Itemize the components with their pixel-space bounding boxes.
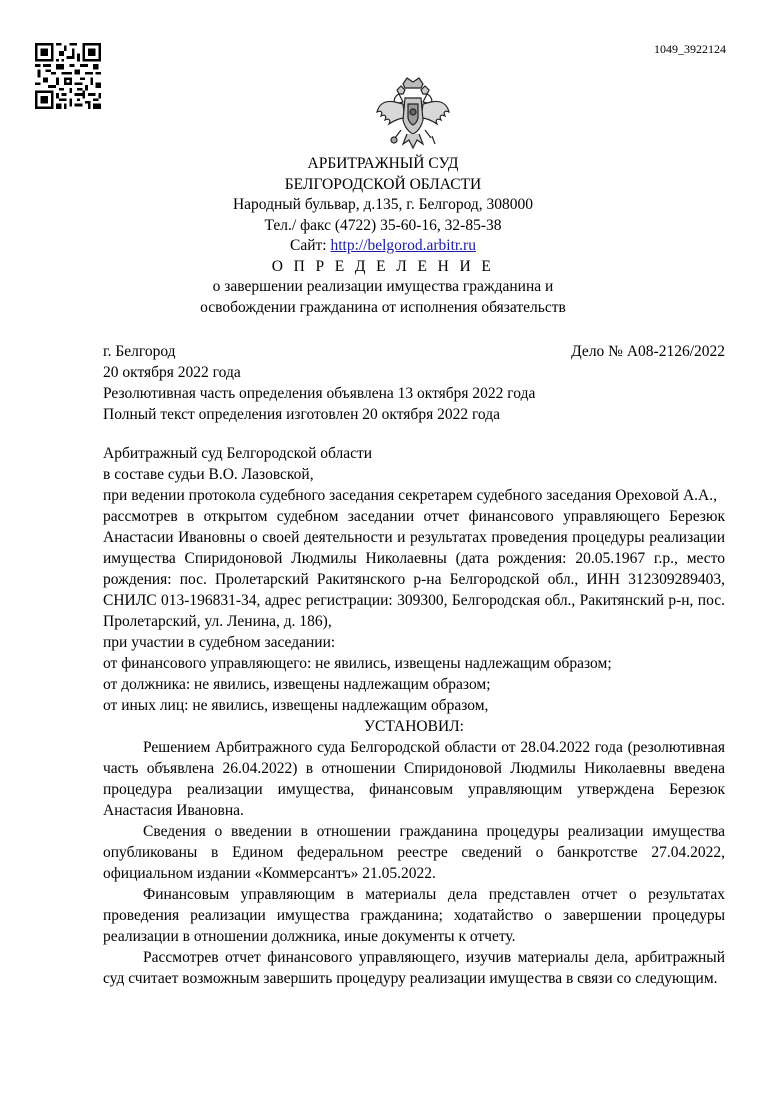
announced-date: Резолютивная часть определения объявлена 13 октября 2022 года [103, 385, 536, 402]
participant-manager: от финансового управляющего: не явились, извещены надлежащим образом; [103, 655, 612, 672]
document-date: 20 октября 2022 года [103, 364, 241, 381]
site-label: Сайт: [290, 237, 327, 254]
intro-participation: при участии в судебном заседании: [103, 634, 336, 651]
court-phone: Тел./ факс (4722) 35-60-16, 32-85-38 [264, 216, 502, 234]
site-link[interactable]: http://belgorod.arbitr.ru [330, 237, 476, 254]
court-site [0, 236, 766, 257]
subject-line-1: о завершении реализации имущества гражданина и [212, 278, 554, 295]
court-address: Народный бульвар, д.135, г. Белгород, 308000 [232, 196, 534, 213]
subject-line-2: освобождении гражданина от исполнения обязательств [200, 298, 566, 316]
court-name-line2: БЕЛГОРОДСКОЙ ОБЛАСТИ [284, 175, 482, 193]
document-title: О П Р Е Д Е Л Е Н И Е [271, 257, 495, 275]
intro-judge: в составе судьи В.О. Лазовской, [103, 466, 314, 483]
participant-others: от иных лиц: не явились, извещены надлежащим образом, [103, 697, 489, 714]
document-body [103, 341, 725, 989]
city-case-row [103, 341, 725, 362]
qr-code [35, 43, 101, 109]
coat-of-arms-emblem-icon [373, 74, 453, 156]
participant-debtor: от должника: не явились, извещены надлежащим образом; [103, 676, 491, 693]
paragraph: Финансовым управляющим в материалы дела представлен отчет о результатах проведения реализации имущества гражданина; ходатайство о завершении процедуры реализации в отношении должника, иные документы к отчету. [103, 886, 725, 945]
document-id: 1049_3922124 [654, 42, 726, 56]
paragraph: Решением Арбитражного суда Белгородской области от 28.04.2022 года (резолютивная часть объявлена 26.04.2022) в отношении Спиридоновой Людмилы Николаевны введена процедура реализации имущества, финансовым управляющим утверждена Березюк Анастасия Ивановна. [103, 739, 725, 819]
court-header [0, 154, 766, 318]
court-name-line1: АРБИТРАЖНЫЙ СУД [307, 155, 459, 172]
paragraph: Рассмотрев отчет финансового управляющего, изучив материалы дела, арбитражный суд считает возможным завершить процедуру реализации имущества в связи со следующим. [103, 949, 725, 987]
intro-court: Арбитражный суд Белгородской области [103, 445, 373, 462]
case-number: Дело № А08-2126/2022 [571, 343, 725, 360]
established-heading: УСТАНОВИЛ: [364, 718, 464, 735]
full-text-date: Полный текст определения изготовлен 20 октября 2022 года [103, 406, 500, 423]
intro-secretary: при ведении протокола судебного заседания секретарем судебного заседания Ореховой А.А., [103, 487, 717, 504]
paragraph: Сведения о введении в отношении гражданина процедуры реализации имущества опубликованы в Едином федеральном реестре сведений о банкротстве 27.04.2022, официальном издании «Коммерсантъ» 21.05.2022. [103, 823, 725, 882]
intro-considering: рассмотрев в открытом судебном заседании отчет финансового управляющего Березюк Анастасии Ивановны о своей деятельности и результатах проведения процедуры реализации имущества Спиридоновой Людмилы Николаевны (дата рождения: 20.05.1967 г.р., место рождения: пос. Пролетарский Ракитянского р-на Белгородской обл., ИНН 312309289403, СНИЛС 013-196831-34, адрес регистрации: 309300, Белгородская обл., Ракитянский р-н, пос. Пролетарский, ул. Ленина, д. 186), [103, 508, 725, 630]
city: г. Белгород [103, 343, 176, 360]
